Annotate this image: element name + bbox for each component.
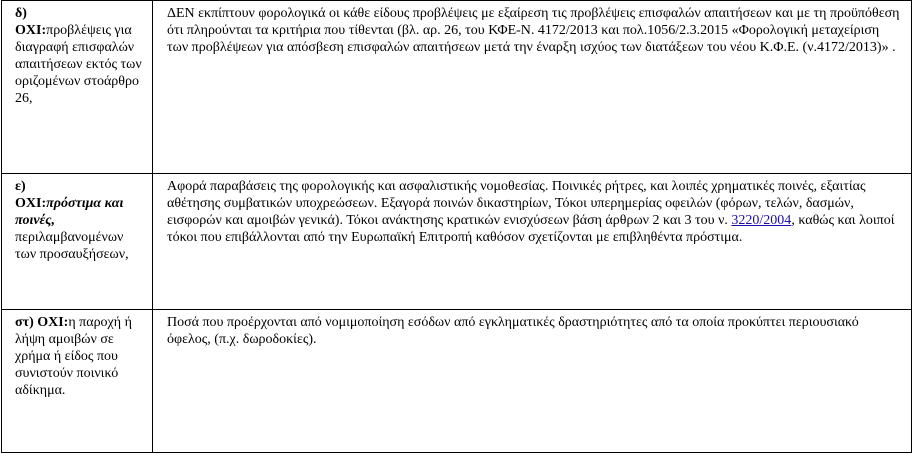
row-description: ΔΕΝ εκπίπτουν φορολογικά οι κάθε είδους προβλέψεις με εξαίρεση τις προβλέψεις επισφαλών απαιτήσεων και με τη προϋπόθεση ότι πληρούνται τα κριτήρια που τίθενται (βλ. αρ. 26, του ΚΦΕ-Ν. 4172/2013 και πολ.1056/2.3.2015 «Φορολογική μεταχείριση των προβλέψεων για απόσβεση επισφαλών απαιτήσεων μετά την έναρξη ισχύος των διατάξεων του νέου Κ.Φ.Ε. (ν.4172/2013)» . [167,6,900,55]
row-label-cell [2,310,153,453]
row-description-cell [153,174,912,310]
row-description-cell [153,310,912,453]
table-row [2,174,912,310]
row-label-cell [2,1,153,174]
tax-deduction-table [1,0,912,453]
table-row [2,310,912,453]
row-heading: ΟΧΙ: [15,196,47,211]
row-description-cell [153,1,912,174]
row-description-continued: , καθώς και λοιποί τόκοι που επιβάλλονται από την Ευρωπαϊκή Επιτροπή καθόσον σχετίζονται με επιβληθέντα πρόστιμα. [167,213,895,245]
table-row [2,1,912,174]
row-heading-detail: η παροχή ή λήψη αμοιβών σε χρήμα ή είδος που συνιστούν ποινικό αδίκημα. [15,315,132,398]
row-heading: στ) ΟΧΙ: [15,315,69,330]
row-heading-detail: περιλαμβανομένων των προσαυξήσεων, [15,230,129,262]
row-letter: δ) [15,6,27,21]
row-heading-detail: προβλέψεις για διαγραφή επισφαλών απαιτήσεων εκτός των οριζομένων στοάρθρο 26, [15,23,142,106]
row-description: Ποσά που προέρχονται από νομιμοποίηση εσόδων από εγκληματικές δραστηριότητες από τα οποία προκύπτει περιουσιακό όφελος, (π.χ. δωροδοκίες). [167,315,859,347]
row-label-cell [2,174,153,310]
law-reference-link[interactable]: 3220/2004 [731,213,792,228]
row-heading: ΟΧΙ: [15,23,47,38]
row-description: Αφορά παραβάσεις της φορολογικής και ασφαλιστικής νομοθεσίας. Ποινικές ρήτρες, και λοιπές χρηματικές ποινές, εξαιτίας αθέτησης συμβατικών υποχρεώσεων. Εξαγορά ποινών δικαστηρίων, Τόκοι υπερημερίας οφειλών (φόρων, τελών, δασμών, εισφορών και αμοιβών γενικά). Τόκοι ανάκτησης κρατικών ενισχύσεων βάση άρθρων 2 και 3 του ν. [167,179,866,228]
row-heading-emphasis: πρόστιμα και ποινές, [15,196,124,228]
row-letter: ε) [15,179,26,194]
